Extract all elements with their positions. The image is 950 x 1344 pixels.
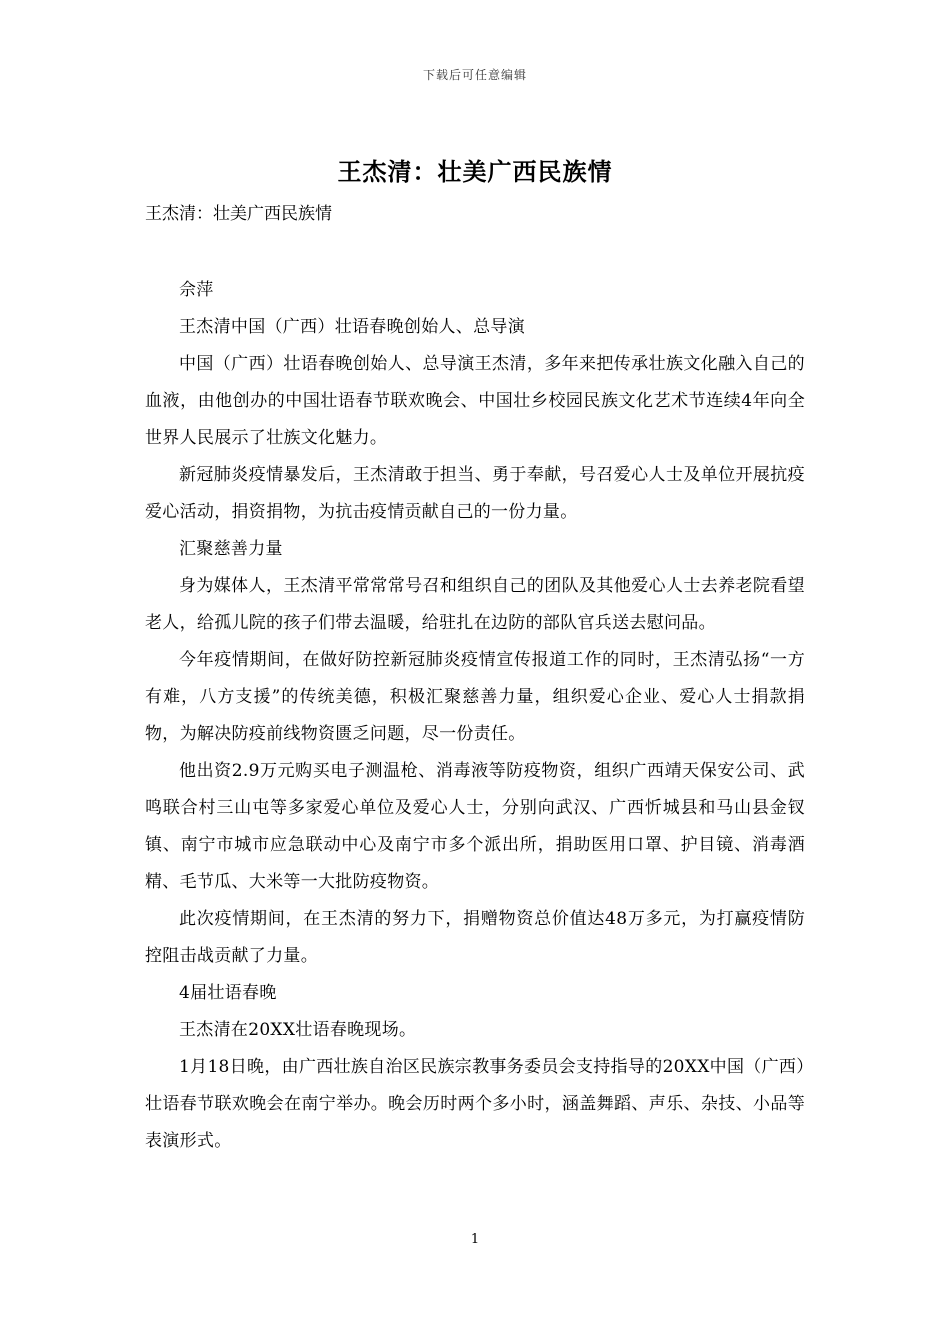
paragraph: 中国（广西）壮语春晚创始人、总导演王杰清，多年来把传承壮族文化融入自己的血液，由他创办的中国壮语春节联欢晚会、中国壮乡校园民族文化艺术节连续4年向全世界人民展示了壮族文化魅力。 — [145, 354, 805, 448]
section-heading: 汇聚慈善力量 — [179, 539, 283, 559]
paragraph: 新冠肺炎疫情暴发后，王杰清敢于担当、勇于奉献，号召爱心人士及单位开展抗疫爱心活动，捐资捐物，为抗击疫情贡献自己的一份力量。 — [145, 465, 805, 522]
section-heading: 4届壮语春晚 — [179, 983, 277, 1003]
paragraph: 身为媒体人，王杰清平常常常号召和组织自己的团队及其他爱心人士去养老院看望老人，给孤儿院的孩子们带去温暖，给驻扎在边防的部队官兵送去慰问品。 — [145, 576, 805, 633]
paragraph: 此次疫情期间，在王杰清的努力下，捐赠物资总价值达48万多元，为打赢疫情防控阻击战贡献了力量。 — [145, 909, 805, 966]
paragraph: 今年疫情期间，在做好防控新冠肺炎疫情宣传报道工作的同时，王杰清弘扬“一方有难，八方支援”的传统美德，积极汇聚慈善力量，组织爱心企业、爱心人士捐款捐物，为解决防疫前线物资匮乏问题，尽一份责任。 — [145, 650, 805, 744]
document-body — [145, 272, 805, 1160]
page-header: 下载后可任意编辑 — [422, 68, 527, 82]
author-line: 佘萍 — [179, 280, 214, 300]
paragraph: 他出资2.9万元购买电子测温枪、消毒液等防疫物资，组织广西靖天保安公司、武鸣联合村三山屯等多家爱心单位及爱心人士，分别向武汉、广西忻城县和马山县金钗镇、南宁市城市应急联动中心及南宁市多个派出所，捐助医用口罩、护目镜、消毒酒精、毛节瓜、大米等一大批防疫物资。 — [145, 761, 805, 892]
caption-line: 王杰清在20XX壮语春晚现场。 — [179, 1020, 417, 1040]
caption-line: 王杰清中国（广西）壮语春晚创始人、总导演 — [179, 317, 525, 337]
document-subtitle: 王杰清：壮美广西民族情 — [145, 204, 332, 224]
document-title: 王杰清：壮美广西民族情 — [337, 158, 613, 186]
paragraph: 1月18日晚，由广西壮族自治区民族宗教事务委员会支持指导的20XX中国（广西）壮语春节联欢晚会在南宁举办。晚会历时两个多小时，涵盖舞蹈、声乐、杂技、小品等表演形式。 — [145, 1057, 805, 1151]
page-number: 1 — [470, 1232, 480, 1247]
